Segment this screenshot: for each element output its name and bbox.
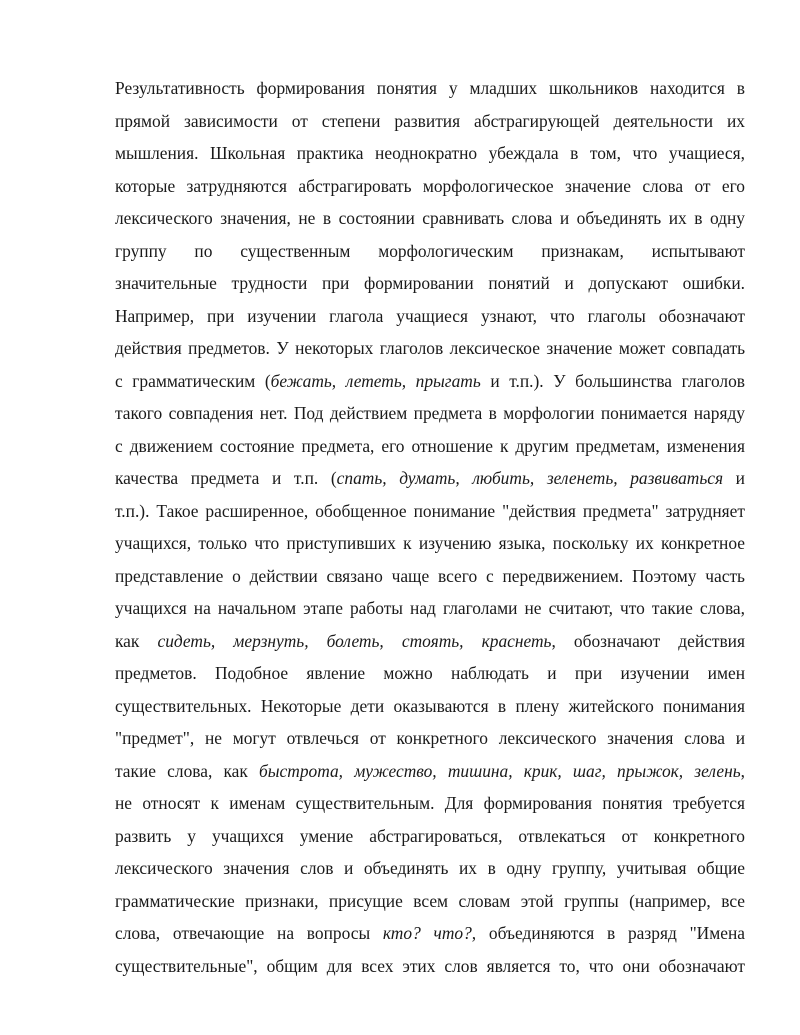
text-segment: лексического значения слов и объединять их в одну группу, учитывая общие [115,858,745,878]
text-segment: грамматические признаки, присущие всем словам этой группы (например, все [115,890,745,911]
text-line [115,267,745,300]
text-line [115,105,745,138]
text-line [115,462,745,495]
text-line [115,755,745,788]
text-line [115,722,745,755]
text-line [115,690,745,723]
text-segment: мышления. Школьная практика неоднократно убеждала в том, что учащиеся, [115,143,745,163]
text-line [115,852,745,885]
text-line [115,950,745,983]
text-line [115,820,745,853]
text-segment: объединяются в разряд "Имена [476,923,745,943]
text-line [115,527,745,560]
italic-example-words: бежать, лететь, прыгать [270,370,481,391]
text-segment: действия предметов. У некоторых глаголов лексическое значение может совпадать [115,338,745,358]
text-segment: лексического значения, не в состоянии сравнивать слова и объединять их в одну [115,208,745,228]
text-segment: такие слова, как [115,760,260,781]
text-line [115,332,745,365]
text-line [115,397,745,430]
text-segment: такого совпадения нет. Под действием предмета в морфологии понимается наряду [115,403,745,423]
text-segment: группу по существенным морфологическим признакам, испытывают [115,240,745,261]
text-segment: с движением состояние предмета, его отношение к другим предметам, изменения [115,435,745,456]
text-segment: качества предмета и т.п. ( [115,468,337,488]
text-segment: существительных. Некоторые дети оказываются в плену житейского понимания [115,695,745,716]
text-segment: развить у учащихся умение абстрагироваться, отвлекаться от конкретного [115,825,745,846]
text-line [115,625,745,658]
text-line [115,885,745,918]
italic-example-words: быстрота, мужество, тишина, крик, шаг, прыжок, зелень [259,760,741,781]
text-segment: прямой зависимости от степени развития абстрагирующей деятельности их [115,110,745,131]
text-segment: , [740,760,745,781]
text-segment: т.п.). Такое расширенное, обобщенное понимание "действия предмета" затрудняет [115,500,745,521]
body-paragraph [115,72,745,982]
text-segment: не относят к именам существительным. Для формирования понятия требуется [115,793,745,813]
text-segment: представление о действии связано чаще всего с передвижением. Поэтому часть [115,565,745,586]
text-segment: Например, при изучении глагола учащиеся узнают, что глаголы обозначают [115,305,745,326]
text-line [115,560,745,593]
text-segment: "предмет", не могут отвлечься от конкретного лексического значения слова и [115,728,745,748]
text-segment: предметов. Подобное явление можно наблюдать и при изучении имен [115,663,745,683]
text-line [115,592,745,625]
text-line [115,657,745,690]
text-segment: , обозначают действия [551,630,745,651]
text-segment: которые затрудняются абстрагировать морфологическое значение слова от его [115,175,745,196]
text-line [115,300,745,333]
text-line [115,170,745,203]
text-segment: и т.п.). У большинства глаголов [480,370,745,391]
italic-example-words: спать, думать, любить, зеленеть, развиваться [336,468,724,488]
text-segment: учащихся, только что приступивших к изучению языка, поскольку их конкретное [115,533,745,553]
text-line [115,202,745,235]
text-line [115,137,745,170]
text-line [115,787,745,820]
text-segment: как [115,630,158,651]
text-line [115,365,745,398]
text-line [115,430,745,463]
italic-example-words: кто? что?, [382,923,477,943]
text-line [115,495,745,528]
text-segment: существительные", общим для всех этих слов является то, что они обозначают [115,955,745,976]
text-segment: и [723,468,745,488]
text-segment: значительные трудности при формировании понятий и допускают ошибки. [115,273,745,293]
document-page [115,72,745,982]
text-line [115,917,745,950]
italic-example-words: сидеть, мерзнуть, болеть, стоять, краснеть [157,630,552,651]
text-segment: Результативность формирования понятия у младших школьников находится в [115,78,745,98]
text-line [115,235,745,268]
text-segment: слова, отвечающие на вопросы [115,923,383,943]
text-line [115,72,745,105]
text-segment: с грамматическим ( [115,370,271,391]
text-segment: учащихся на начальном этапе работы над глаголами не считают, что такие слова, [115,598,745,618]
